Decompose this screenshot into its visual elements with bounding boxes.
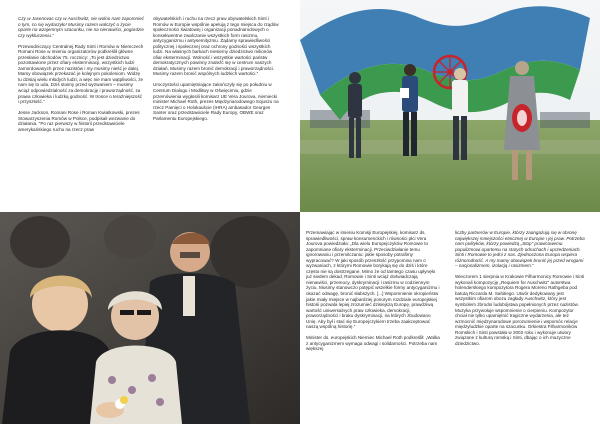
text-column-4 [455,230,585,422]
paragraph-romani-rose: Przewodniczący Centralnej Rady Sinti i Romów w Niemczech Romani Rose w imieniu organizatorów podkreślił główne przesłanie obchodów 75. rocznicy: „To jest dziedzictwo pozostawione przez ofiary eksterminacji, wszystkich ludzi zamordowanych przez nazistów i my musimy nieść je dalej. Mamy obowiązek przekazać je kolejnym pokoleniom. Widzę tu dzisiaj wielu młodych ludzi, a więc nie mam wątpliwości, że nam się to uda. Dziś stoimy przed wyzwaniem – musimy wciąż odpowiedzialność za demokrację i praworządność, za prawa człowieka i ludzką godność. W trosce o teraźniejszość i przyszłość.” [18,43,144,105]
paragraph-jesse-jackson: Jesse Jackson, Romani Rose i Roman Kwiatkowski, prezes Stowarzyszenia Romów w Polsce, podpisali wezwanie do działania. "Po raz pierwszy w historii przedstawiciele amerykańskiego ruchu na rzecz praw [18,109,140,132]
text-column-1 [18,16,144,208]
people-photo-illustration [0,212,300,424]
paragraph-roth-quote: liczby partnerów w Europie, którzy zaangażują się w obronę największej mniejszości etnicznej w Europie i jej praw. Potrzeba nam polityków, którzy powiedzą „Stop” prawicowemu populizmowi opartemu na starych odruchach i uprzedzeniach. Sinti i Romowie to jedni z nas. Zjednoczona Europa wspiera różnorodność. A my mamy obowiązek bronić jej przed wrogami – nacjonalizmem, izolacją i rasizmem.” [455,230,585,269]
paragraph-requiem: Wieczorem 1 sierpnia w Krakowie Filharmonicy Romowie i Sinti wykonali kompozycję „Requiem for Auschwitz” autorstwa holenderskiego kompozytora Rogera Moreno Rathgeba pod batutą Riccarda M. Sahitiego. Utwór dedykowany jest wszystkim ofiarom obozu zagłady Auschwitz, który jest symbolem zbrodni ludobójstwa popełnionych przez nazistów. Muzyka przywołuje wspomnienie o cierpieniu. Kompozytor chciał nie tylko upamiętnić tragiczne wydarzenia, ale też wzmocnić międzynarodowe porozumienie i wspomóc relacje międzyludzkie oparte na szacunku. Orkiestra Filharmoników Romskich i Sinti powstała w 2002 roku i wykonuje utwory związane z kulturą romską i Sinti, dbając o ich muzyczne dziedzictwo. [455,274,585,346]
paragraph-appeal: obywatelskich i ruchu na rzecz praw obywatelskich Sinti i Romów w Europie wspólnie apelują z tego miejsca do rządów społeczności światowej i organizacji ponadnarodowych o konsekwentne zwalczanie wszystkich form rasizmu, antycyganizmu i antysemityzmu. Żądamy sprawiedliwości politycznej i społecznej oraz ochrony godności wszystkich ludzi. Na własnych barkach niesiemy dziedzictwo milionów ofiar eksterminacji. Wolność i wszystkie wartości państw demokratycznych powinny znaleźć się w centrum naszych działań. Musimy razem bronić demokracji i praworządności. Musimy razem bronić wspólnych ludzkich wartości.” [153,16,279,77]
flag-photo [300,0,600,212]
paragraph-ceremony: Uroczystości upamiętniające zakończyły się po południu w Centrum Dialogu i Modlitwy w Oświęcimiu, gdzie przemówienia wygłosili komisarz UE Vera Jourova, niemiecki minister Michael Roth, prezes Międzynarodowego Sojuszu na rzecz Pamięci o Holokauście (IHRA) ambasador Georges Santer oraz przedstawiciele Rady Europy, OBWE oraz Parlamentu Europejskiego. [153,82,279,121]
paragraph-roth: Minister ds. europejskich Niemiec Michael Roth podkreślił: „Walka z antycyganizmem wymaga odwagi i solidarności. Potrzeba nam większej [306,335,440,352]
people-photo [0,212,300,424]
flag-photo-illustration [300,0,600,212]
paragraph-jourova-intro: Przemawiając w imieniu Komisji Europejskiej, komisarz ds. sprawiedliwości, spraw konsumenckich i równości płci Vera Jourova powiedziała: „Dla wielu Europejczyków Romowie to zapomniane ofiary eksterminacji. Przeciwdziałanie temu ignorowaniu i przemilczaniu: jakie sposoby potrafimy wypracować? W jaki sposób przeszłość przypomina nam o wyzwaniach, z którymi Romowie borykają się do dziś i które często nie są dostrzegane. Mimo że od tamtego czasu upłynęło już siedem dekad, Romowie i Sinti wciąż doświadczają nienawiści, przemocy, dyskryminacji i rasizmu w codziennym życiu. Musimy stanowczo potępić wszelkie formy antycyganizmu i okazać odwagę, bronić słabszych. [...] Wspomnienie okropieństw jakie miały miejsce w najbardziej ponurym rozdziale europejskiej historii pozwala lepiej zrozumieć dzisiejszą Europę, prawdziwą wartość uniwersalnych praw człowieka, demokracji, praworządności i braku dyskryminacji, na których zbudowano Unię. Aby był i stać się Europejczykiem trzeba zaakceptować naszą wspólną historię.” [306,230,440,330]
text-column-3 [306,230,440,422]
text-column-2 [153,16,281,208]
quote-paragraph: Czy w Jasenovac czy w Auschwitz, nie wolno nam zapomnieć o tym, co się wydarzyło! Musimy razem walczyć o życie oparte na wzajemnym szacunku, nie na nienawiści, pogardzie czy wykluczeniu.” [18,16,144,38]
